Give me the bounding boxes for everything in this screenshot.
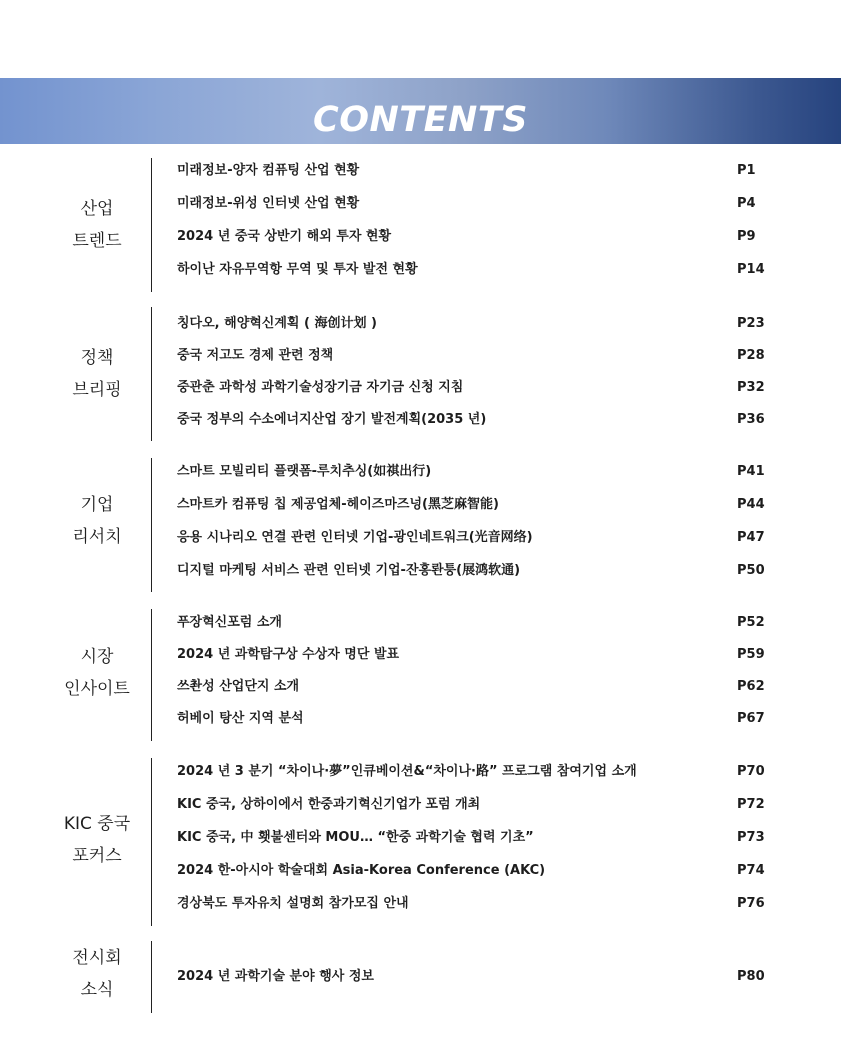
toc-entry[interactable]	[177, 676, 817, 698]
toc-entry-title: 2024 년 과학기술 분야 행사 정보	[177, 969, 374, 984]
toc-entry-page: P67	[737, 711, 765, 726]
toc-entry[interactable]	[177, 761, 817, 783]
toc-entry-page: P44	[737, 497, 765, 512]
contents-title: CONTENTS	[313, 100, 528, 140]
toc-entry[interactable]	[177, 461, 817, 483]
toc-entry-page: P80	[737, 969, 765, 984]
section-category	[46, 489, 148, 553]
toc-section-company-research	[0, 458, 841, 592]
category-line-1: 기업	[80, 495, 114, 515]
toc-entry-title: 디지털 마케팅 서비스 관련 인터넷 기업-잔홍롼퉁(展鸿软通)	[177, 563, 521, 578]
toc-entry-title: 칭다오, 해양혁신계획 ( 海创计划 )	[177, 316, 377, 331]
section-divider-line	[151, 307, 152, 441]
toc-entry-title: 쓰촨성 산업단지 소개	[177, 679, 300, 694]
section-category	[46, 342, 148, 406]
toc-entry[interactable]	[177, 494, 817, 516]
toc-entry-page: P70	[737, 764, 765, 779]
toc-entry[interactable]	[177, 527, 817, 549]
toc-section-exhibition-news	[0, 941, 841, 1013]
toc-entry-page: P59	[737, 647, 765, 662]
toc-entry-page: P47	[737, 530, 765, 545]
category-line-2: 브리핑	[72, 380, 122, 400]
toc-entry-title: 중국 저고도 경제 관련 정책	[177, 348, 334, 363]
toc-entry[interactable]	[177, 893, 817, 915]
toc-entry-title: 미래정보-양자 컴퓨팅 산업 현황	[177, 163, 360, 178]
toc-entry[interactable]	[177, 644, 817, 666]
section-divider-line	[151, 458, 152, 592]
toc-entry-page: P74	[737, 863, 765, 878]
section-category	[46, 808, 148, 872]
category-line-2: 인사이트	[64, 679, 130, 699]
toc-entry-page: P1	[737, 163, 756, 178]
toc-entry-title: 스마트 모빌리티 플랫폼-루치추싱(如祺出行)	[177, 464, 432, 479]
toc-entry-page: P14	[737, 262, 765, 277]
toc-entry[interactable]	[177, 966, 817, 988]
toc-section-policy-briefing	[0, 307, 841, 441]
toc-entry-page: P28	[737, 348, 765, 363]
section-divider-line	[151, 158, 152, 292]
toc-section-industry-trends	[0, 158, 841, 292]
toc-entry-page: P23	[737, 316, 765, 331]
section-divider-line	[151, 758, 152, 926]
toc-entry-title: 미래정보-위성 인터넷 산업 현황	[177, 196, 360, 211]
section-category	[46, 942, 148, 1006]
toc-entry[interactable]	[177, 226, 817, 248]
toc-section-kic-china-focus	[0, 758, 841, 926]
section-category	[46, 641, 148, 705]
toc-entry-page: P76	[737, 896, 765, 911]
toc-entry[interactable]	[177, 193, 817, 215]
category-line-2: 소식	[80, 980, 114, 1000]
toc-entry[interactable]	[177, 794, 817, 816]
category-line-2: 리서치	[72, 527, 122, 547]
toc-entry-page: P50	[737, 563, 765, 578]
toc-section-market-insight	[0, 609, 841, 741]
toc-entry[interactable]	[177, 259, 817, 281]
toc-entry-page: P9	[737, 229, 756, 244]
toc-entry-page: P72	[737, 797, 765, 812]
category-line-2: 트렌드	[72, 231, 122, 251]
category-line-1: 시장	[80, 647, 114, 667]
toc-entry[interactable]	[177, 409, 817, 431]
toc-entry-title: KIC 중국, 中 횃불센터와 MOU… “한중 과학기술 협력 기초”	[177, 830, 534, 845]
toc-entry-title: 스마트카 컴퓨팅 칩 제공업체-헤이즈마즈넝(黑芝麻智能)	[177, 497, 499, 512]
category-line-2: 포커스	[72, 846, 122, 866]
toc-entry-title: 2024 한-아시아 학술대회 Asia-Korea Conference (AKC)	[177, 863, 546, 878]
toc-entry[interactable]	[177, 160, 817, 182]
toc-entry-page: P32	[737, 380, 765, 395]
toc-entry[interactable]	[177, 313, 817, 335]
toc-entry-page: P36	[737, 412, 765, 427]
section-divider-line	[151, 609, 152, 741]
toc-entry-page: P52	[737, 615, 765, 630]
toc-entry-page: P4	[737, 196, 756, 211]
category-line-1: 정책	[80, 348, 114, 368]
toc-entry-page: P73	[737, 830, 765, 845]
category-line-1: 산업	[80, 199, 114, 219]
section-divider-line	[151, 941, 152, 1013]
category-line-1: 전시회	[72, 948, 122, 968]
section-category	[46, 193, 148, 257]
toc-entry-title: 2024 년 중국 상반기 해외 투자 현황	[177, 229, 392, 244]
toc-entry-title: 응용 시나리오 연결 관련 인터넷 기업-광인네트워크(光音网络)	[177, 530, 533, 545]
toc-entry-title: 허베이 탕산 지역 분석	[177, 711, 304, 726]
toc-entry[interactable]	[177, 345, 817, 367]
toc-entry[interactable]	[177, 827, 817, 849]
category-line-1: KIC 중국	[63, 814, 131, 834]
toc-entry-title: 2024 년 과학탐구상 수상자 명단 발표	[177, 647, 400, 662]
toc-entry-page: P41	[737, 464, 765, 479]
toc-entry[interactable]	[177, 377, 817, 399]
toc-entry-title: 2024 년 3 분기 “차이나·夢”인큐베이션&“차이나·路” 프로그램 참여기업 소개	[177, 764, 637, 779]
toc-entry-title: KIC 중국, 상하이에서 한중과기혁신기업가 포럼 개최	[177, 797, 481, 812]
contents-banner	[0, 78, 841, 144]
toc-entry-title: 중관춘 과학성 과학기술성장기금 자기금 신청 지침	[177, 380, 464, 395]
toc-entry-title: 중국 정부의 수소에너지산업 장기 발전계획(2035 년)	[177, 412, 487, 427]
toc-entry[interactable]	[177, 560, 817, 582]
toc-entry[interactable]	[177, 708, 817, 730]
toc-entry-title: 푸장혁신포럼 소개	[177, 615, 282, 630]
toc-entry-title: 하이난 자유무역항 무역 및 투자 발전 현황	[177, 262, 418, 277]
toc-entry-title: 경상북도 투자유치 설명회 참가모집 안내	[177, 896, 409, 911]
toc-entry[interactable]	[177, 860, 817, 882]
toc-entry[interactable]	[177, 612, 817, 634]
toc-entry-page: P62	[737, 679, 765, 694]
